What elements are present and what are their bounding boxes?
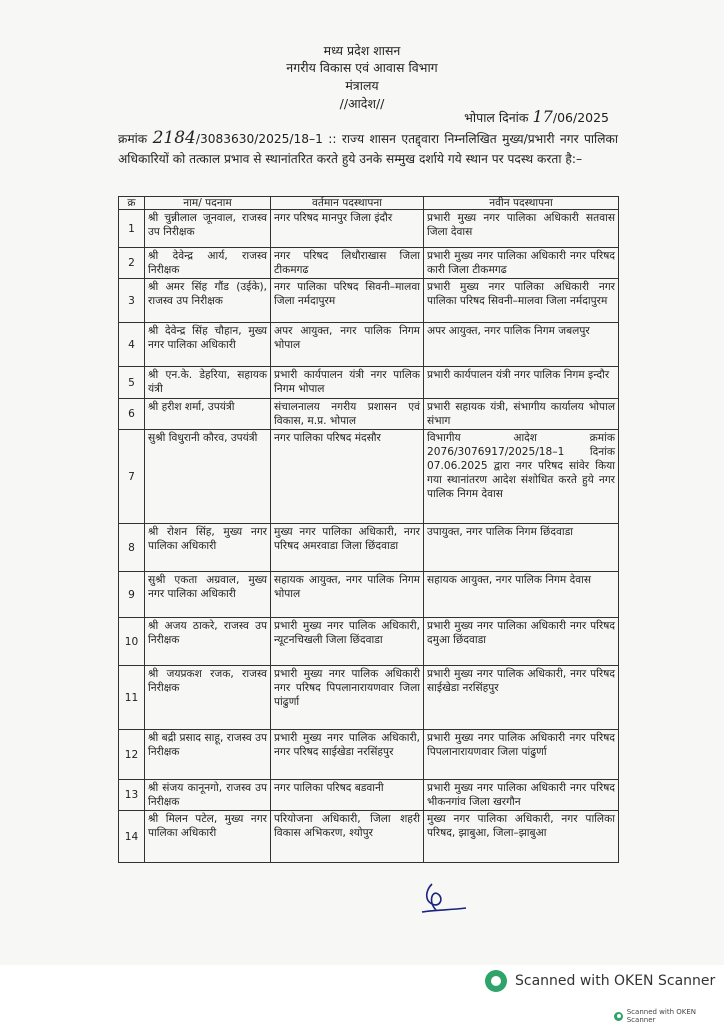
- row-serial: 10: [119, 618, 145, 666]
- table-row: [119, 666, 619, 730]
- row-name: श्री देवेन्द्र आर्य, राजस्व निरीक्षक: [145, 248, 271, 279]
- table-row: [119, 430, 619, 524]
- row-name: सुश्री विधुरानी कौरव, उपयंत्री: [145, 430, 271, 524]
- row-new-posting: प्रभारी मुख्य नगर पालिक अधिकारी, नगर परिषद साईखेडा नरसिंहपुर: [424, 666, 619, 730]
- row-new-posting: प्रभारी सहायक यंत्री, संभागीय कार्यालय भोपाल संभाग: [424, 399, 619, 430]
- row-serial: 5: [119, 367, 145, 399]
- row-serial: 6: [119, 399, 145, 430]
- row-name: श्री चुन्नीलाल जूनवाल, राजस्व उप निरीक्षक: [145, 210, 271, 248]
- table-row: [119, 210, 619, 248]
- header-serial: क्र: [119, 197, 145, 210]
- oken-logo-icon: [485, 970, 507, 992]
- table-row: [119, 367, 619, 399]
- row-current-posting: नगर परिषद लिधौराखास जिला टीकमगढ: [271, 248, 424, 279]
- row-serial: 8: [119, 524, 145, 572]
- order-paragraph: [118, 128, 618, 169]
- scanner-watermark: [485, 970, 715, 992]
- table-row: [119, 279, 619, 323]
- table-row: [119, 323, 619, 367]
- date-handwritten-day: 17: [532, 107, 553, 126]
- date-prefix: भोपाल दिनांक: [464, 110, 533, 125]
- row-new-posting: विभागीय आदेश क्रमांक 2076/3076917/2025/18–1 दिनांक 07.06.2025 द्वारा नगर परिषद सांवेर किया गया स्थानांतरण आदेश संशोधित करते हुये नगर पालिक निगम देवास: [424, 430, 619, 524]
- order-handwritten-number: 2184: [152, 128, 196, 148]
- row-current-posting: सहायक आयुक्त, नगर पालिक निगम भोपाल: [271, 572, 424, 618]
- row-new-posting: प्रभारी मुख्य नगर पालिक अधिकारी नगर परिषद पिपलानारायणवार जिला पांढुर्णा: [424, 730, 619, 780]
- row-serial: 9: [119, 572, 145, 618]
- row-current-posting: अपर आयुक्त, नगर पालिक निगम भोपाल: [271, 323, 424, 367]
- scanner-watermark-text: Scanned with OKEN Scanner: [515, 973, 716, 989]
- row-current-posting: प्रभारी कार्यपालन यंत्री नगर पालिक निगम भोपाल: [271, 367, 424, 399]
- govt-heading: मध्य प्रदेश शासन: [323, 43, 401, 58]
- row-current-posting: संचालनालय नगरीय प्रशासन एवं विकास, म.प्र. भोपाल: [271, 399, 424, 430]
- row-serial: 14: [119, 811, 145, 863]
- row-name: श्री अमर सिंह गौंड (उईके), राजस्व उप निरीक्षक: [145, 279, 271, 323]
- row-new-posting: प्रभारी मुख्य नगर पालिका अधिकारी नगर परिषद दमुआ छिंदवाडा: [424, 618, 619, 666]
- row-name: सुश्री एकता अग्रवाल, मुख्य नगर पालिका अधिकारी: [145, 572, 271, 618]
- header-name: नाम/ पदनाम: [145, 197, 271, 210]
- row-serial: 4: [119, 323, 145, 367]
- table-row: [119, 572, 619, 618]
- row-current-posting: नगर परिषद मानपुर जिला इंदौर: [271, 210, 424, 248]
- signature: [418, 880, 470, 924]
- row-new-posting: उपायुक्त, नगर पालिक निगम छिंदवाडा: [424, 524, 619, 572]
- table-header-row: [119, 197, 619, 210]
- row-new-posting: प्रभारी कार्यपालन यंत्री नगर पालिक निगम इन्दौर: [424, 367, 619, 399]
- row-serial: 13: [119, 780, 145, 811]
- row-new-posting: सहायक आयुक्त, नगर पालिक निगम देवास: [424, 572, 619, 618]
- row-new-posting: प्रभारी मुख्य नगर पालिका अधिकारी नगर पालिका परिषद सिवनी–मालवा जिला नर्मदापुरम: [424, 279, 619, 323]
- row-name: श्री हरीश शर्मा, उपयंत्री: [145, 399, 271, 430]
- row-current-posting: मुख्य नगर पालिका अधिकारी, नगर परिषद अमरवाडा जिला छिंदवाडा: [271, 524, 424, 572]
- row-serial: 11: [119, 666, 145, 730]
- row-serial: 12: [119, 730, 145, 780]
- row-name: श्री मिलन पटेल, मुख्य नगर पालिका अधिकारी: [145, 811, 271, 863]
- row-new-posting: प्रभारी मुख्य नगर पालिका अधिकारी सतवास जिला देवास: [424, 210, 619, 248]
- table-row: [119, 248, 619, 279]
- transfer-table-body: [119, 210, 619, 863]
- department-heading: नगरीय विकास एवं आवास विभाग: [286, 60, 438, 75]
- row-name: श्री देवेन्द्र सिंह चौहान, मुख्य नगर पालिका अधिकारी: [145, 323, 271, 367]
- row-new-posting: प्रभारी मुख्य नगर पालिका अधिकारी नगर परिषद कारी जिला टीकमगढ: [424, 248, 619, 279]
- row-name: श्री एन.के. डेहरिया, सहायक यंत्री: [145, 367, 271, 399]
- row-name: श्री बद्री प्रसाद साहू, राजस्व उप निरीक्षक: [145, 730, 271, 780]
- table-row: [119, 811, 619, 863]
- row-serial: 3: [119, 279, 145, 323]
- transfer-table: [118, 196, 619, 863]
- order-date: [464, 107, 609, 126]
- date-suffix: /06/2025: [552, 110, 609, 125]
- row-serial: 2: [119, 248, 145, 279]
- table-row: [119, 399, 619, 430]
- scanner-watermark-small-text: Scanned with OKEN Scanner: [626, 1008, 696, 1024]
- row-serial: 7: [119, 430, 145, 524]
- row-name: श्री जयप्रकश रजक, राजस्व निरीक्षक: [145, 666, 271, 730]
- table-row: [119, 730, 619, 780]
- row-name: श्री संजय कानूनगो, राजस्व उप निरीक्षक: [145, 780, 271, 811]
- row-new-posting: मुख्य नगर पालिका अधिकारी, नगर पालिका परिषद, झाबुआ, जिला–झाबुआ: [424, 811, 619, 863]
- header-new-posting: नवीन पदस्थापना: [424, 197, 619, 210]
- header-current-posting: वर्तमान पदस्थापना: [271, 197, 424, 210]
- ministry-heading: मंत्रालय: [345, 78, 379, 93]
- scanner-watermark-small: [614, 1008, 724, 1024]
- table-row: [119, 618, 619, 666]
- table-row: [119, 524, 619, 572]
- order-no-prefix: क्रमांक: [118, 132, 153, 146]
- table-row: [119, 780, 619, 811]
- order-heading: //आदेश//: [339, 96, 385, 111]
- row-current-posting: नगर पालिका परिषद सिवनी–मालवा जिला नर्मदापुरम: [271, 279, 424, 323]
- order-body-text: /3083630/2025/18–1 :: राज्य शासन एतद्द्वारा निम्नलिखित मुख्य/प्रभारी नगर पालिका अधिकारियों को तत्काल प्रभाव से स्थानांतरित करते हुये उनके सम्मुख दर्शाये गये स्थान पर पदस्थ करता है:–: [118, 132, 618, 166]
- row-current-posting: प्रभारी मुख्य नगर पालिक अधिकारी, न्यूटनचिखली जिला छिंदवाडा: [271, 618, 424, 666]
- oken-logo-small-icon: [614, 1012, 623, 1021]
- row-serial: 1: [119, 210, 145, 248]
- row-new-posting: प्रभारी मुख्य नगर पालिका अधिकारी नगर परिषद भीकनगांव जिला खरगौन: [424, 780, 619, 811]
- row-current-posting: नगर पालिका परिषद बडवानी: [271, 780, 424, 811]
- row-current-posting: प्रभारी मुख्य नगर पालिक अधिकारी नगर परिषद पिपलानारायणवार जिला पांढुर्णा: [271, 666, 424, 730]
- row-name: श्री रोशन सिंह, मुख्य नगर पालिका अधिकारी: [145, 524, 271, 572]
- row-current-posting: परियोजना अधिकारी, जिला शहरी विकास अभिकरण, श्योपुर: [271, 811, 424, 863]
- row-current-posting: नगर पालिका परिषद मंदसौर: [271, 430, 424, 524]
- row-name: श्री अजय ठाकरे, राजस्व उप निरीक्षक: [145, 618, 271, 666]
- row-current-posting: प्रभारी मुख्य नगर पालिक अधिकारी, नगर परिषद साईखेडा नरसिंहपुर: [271, 730, 424, 780]
- row-new-posting: अपर आयुक्त, नगर पालिक निगम जबलपुर: [424, 323, 619, 367]
